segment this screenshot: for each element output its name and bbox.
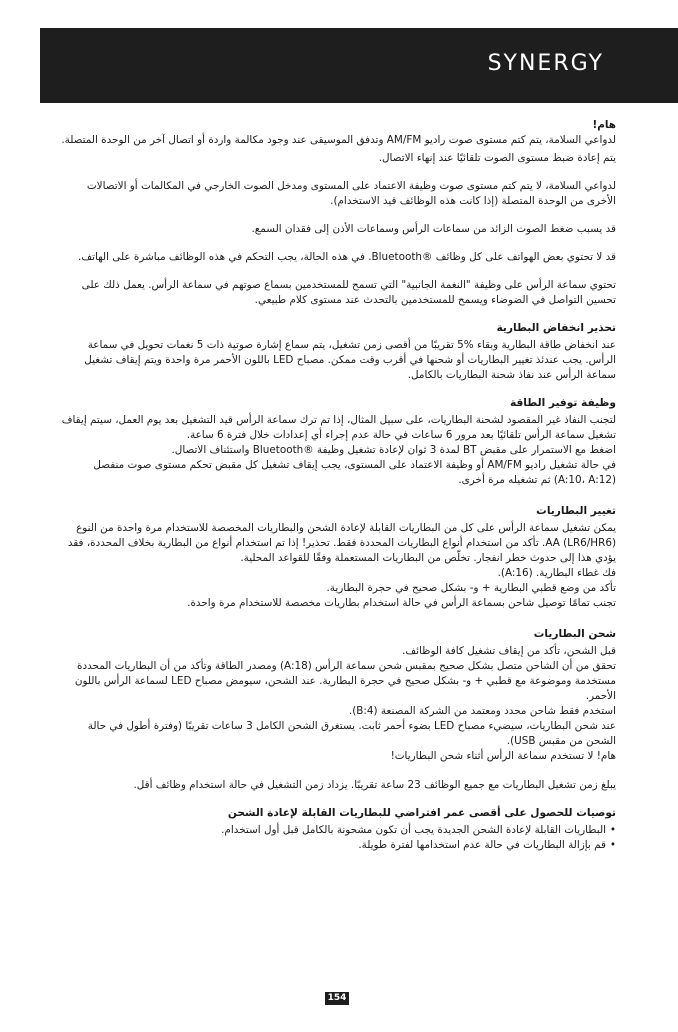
warning-section: [60, 118, 616, 308]
warning-paragraph: تحتوي سماعة الرأس على وظيفة "النغمة الجانبية" التي تسمح للمستخدمين بسماع صوتهم في سماعة الرأس. يعمل ذلك على تحسين التواصل في الضوضاء ويسمح للمستخدمين بالتحدث عند مستوى كلام طبيعي.: [81, 279, 616, 306]
section-line: تحقق من أن الشاحن متصل بشكل صحيح بمقبس شحن سماعة الرأس (A:18) ومصدر الطاقة وتأكد من أن البطاريات المحددة مستخدمة وموضوعة مع قطبي + و- بشكل صحيح في حجرة البطارية. عند الشحن، سيومض مصباح LED لسماعة الرأس باللون الأحمر.: [74, 660, 616, 702]
warning-label: هام!: [592, 119, 616, 131]
section-body: عند انخفاض طاقة البطارية وبقاء %5 تقريبًا من أقصى زمن تشغيل، يتم سماع إشارة صوتية ذات 5 نغمات تحويل في سماعة الرأس. يجب عندئذ تغيير البطاريات أو شحنها في أقرب وقت ممكن. مصباح LED باللون الأحمر مرة واحدة ويتم إيقاف تشغيل سماعة الرأس عند نفاذ شحنة البطاريات بالكامل.: [84, 339, 616, 381]
warning-paragraph: لدواعي السلامة، لا يتم كتم مستوى صوت وظيفة الاعتماد على المستوى ومدخل الصوت الخارجي في المكالمات أو الاتصالات الأخرى من الوحدة المتصلة (إذا كانت هذه الوظائف قيد الاستخدام).: [86, 180, 616, 207]
runtime-section: [60, 778, 616, 793]
section-line: قبل الشحن، تأكد من إيقاف تشغيل كافة الوظائف.: [402, 645, 616, 657]
page-number: 154: [325, 992, 349, 1005]
warning-paragraph: قد لا تحتوي بعض الهواتف على كل وظائف ®Bluetooth. في هذه الحالة، يجب التحكم في هذه الوظائف مباشرة على الهاتف.: [78, 251, 616, 263]
section-body: يبلغ زمن تشغيل البطاريات مع جميع الوظائف 23 ساعة تقريبًا. يزداد زمن التشغيل في حالة استخدام وظائف أقل.: [133, 779, 616, 791]
warning-paragraph: قد يسبب ضغط الصوت الزائد من سماعات الرأس وسماعات الأذن إلى فقدان السمع.: [251, 223, 616, 235]
section-title: وظيفة توفير الطاقة: [509, 397, 616, 409]
change-batteries-section: [60, 504, 616, 611]
section-title: شحن البطاريات: [533, 628, 616, 640]
section-line: هام! لا تستخدم سماعة الرأس أثناء شحن البطاريات!: [390, 750, 616, 762]
brand-logo-text: SYNERGY: [487, 51, 604, 76]
header-bar: [40, 28, 678, 103]
section-title: تحذير انخفاض البطارية: [496, 322, 616, 334]
document-body: [60, 118, 616, 863]
section-line: فك غطاء البطارية. (A:16).: [497, 567, 616, 579]
section-line: تأكد من وضع قطبي البطارية + و- بشكل صحيح في حجرة البطارية.: [326, 582, 616, 594]
charging-section: [60, 627, 616, 764]
section-line: استخدم فقط شاحن محدد ومعتمد من الشركة المصنعة (B:4).: [348, 705, 616, 717]
section-line: في حالة تشغيل راديو AM/FM أو وظيفة الاعتماد على المستوى، يجب إيقاف تشغيل كل مقبض تحكم مستوى صوت منفصل (A:10، A:12) ثم تشغيله مرة أخرى.: [93, 459, 616, 486]
section-title: تغيير البطاريات: [536, 505, 616, 517]
section-title: توصيات للحصول على أقصى عمر افتراضي للبطاريات القابلة لإعادة الشحن: [227, 807, 616, 819]
warning-paragraph: لدواعي السلامة، يتم كتم مستوى صوت راديو AM/FM وتدفق الموسيقى عند وجود مكالمة واردة أو اتصال آخر من الوحدة المتصلة.: [61, 134, 616, 146]
low-battery-section: [60, 321, 616, 383]
section-line: عند شحن البطاريات، سيضيء مصباح LED بضوء أحمر ثابت. يستغرق الشحن الكامل 3 ساعات تقريبًا (وفترة أطول في حالة الشحن من مقبس USB).: [87, 720, 616, 747]
list-item: • قم بإزالة البطاريات في حالة عدم استخدامها لفترة طويلة.: [60, 838, 616, 853]
section-line: لتجنب النفاذ غير المقصود لشحنة البطاريات، على سبيل المثال، إذا تم ترك سماعة الرأس قيد التشغيل بعد يوم العمل، سيتم إيقاف تشغيل سماعة الرأس تلقائيًا بعد مرور 6 ساعات في حالة عدم إجراء أي إعدادات خلال فترة 6 ساعة.: [61, 414, 616, 441]
list-item: • البطاريات القابلة لإعادة الشحن الجديدة يجب أن تكون مشحونة بالكامل قبل أول استخدام.: [60, 823, 616, 838]
section-line: يمكن تشغيل سماعة الرأس على كل من البطاريات القابلة لإعادة الشحن والبطاريات المخصصة للاستخدام مرة واحدة من النوع AA (LR6/HR6). تأكد من استخدام أنواع البطاريات المحددة فقط. تحذير! إذا تم استخدام أنواع من البطارية بخلاف المحددة، فقد يؤدي هذا إلى حدوث خطر انفجار. تخلّص من البطاريات المستعملة وفقًا للقواعد المحلية.: [67, 522, 616, 564]
section-line: تجنب تمامًا توصيل شاحن بسماعة الرأس في حالة استخدام بطاريات مخصصة للاستخدام مرة واحدة.: [187, 597, 616, 609]
warning-paragraph: يتم إعادة ضبط مستوى الصوت تلقائيًا عند إنهاء الاتصال.: [378, 152, 616, 164]
tips-section: [60, 806, 616, 853]
power-save-section: [60, 396, 616, 488]
tips-list: [60, 823, 616, 853]
section-line: اضغط مع الاستمرار على مقبض BT لمدة 3 ثوان لإعادة تشغيل وظيفة ®Bluetooth واستئناف الاتصال.: [171, 444, 616, 456]
